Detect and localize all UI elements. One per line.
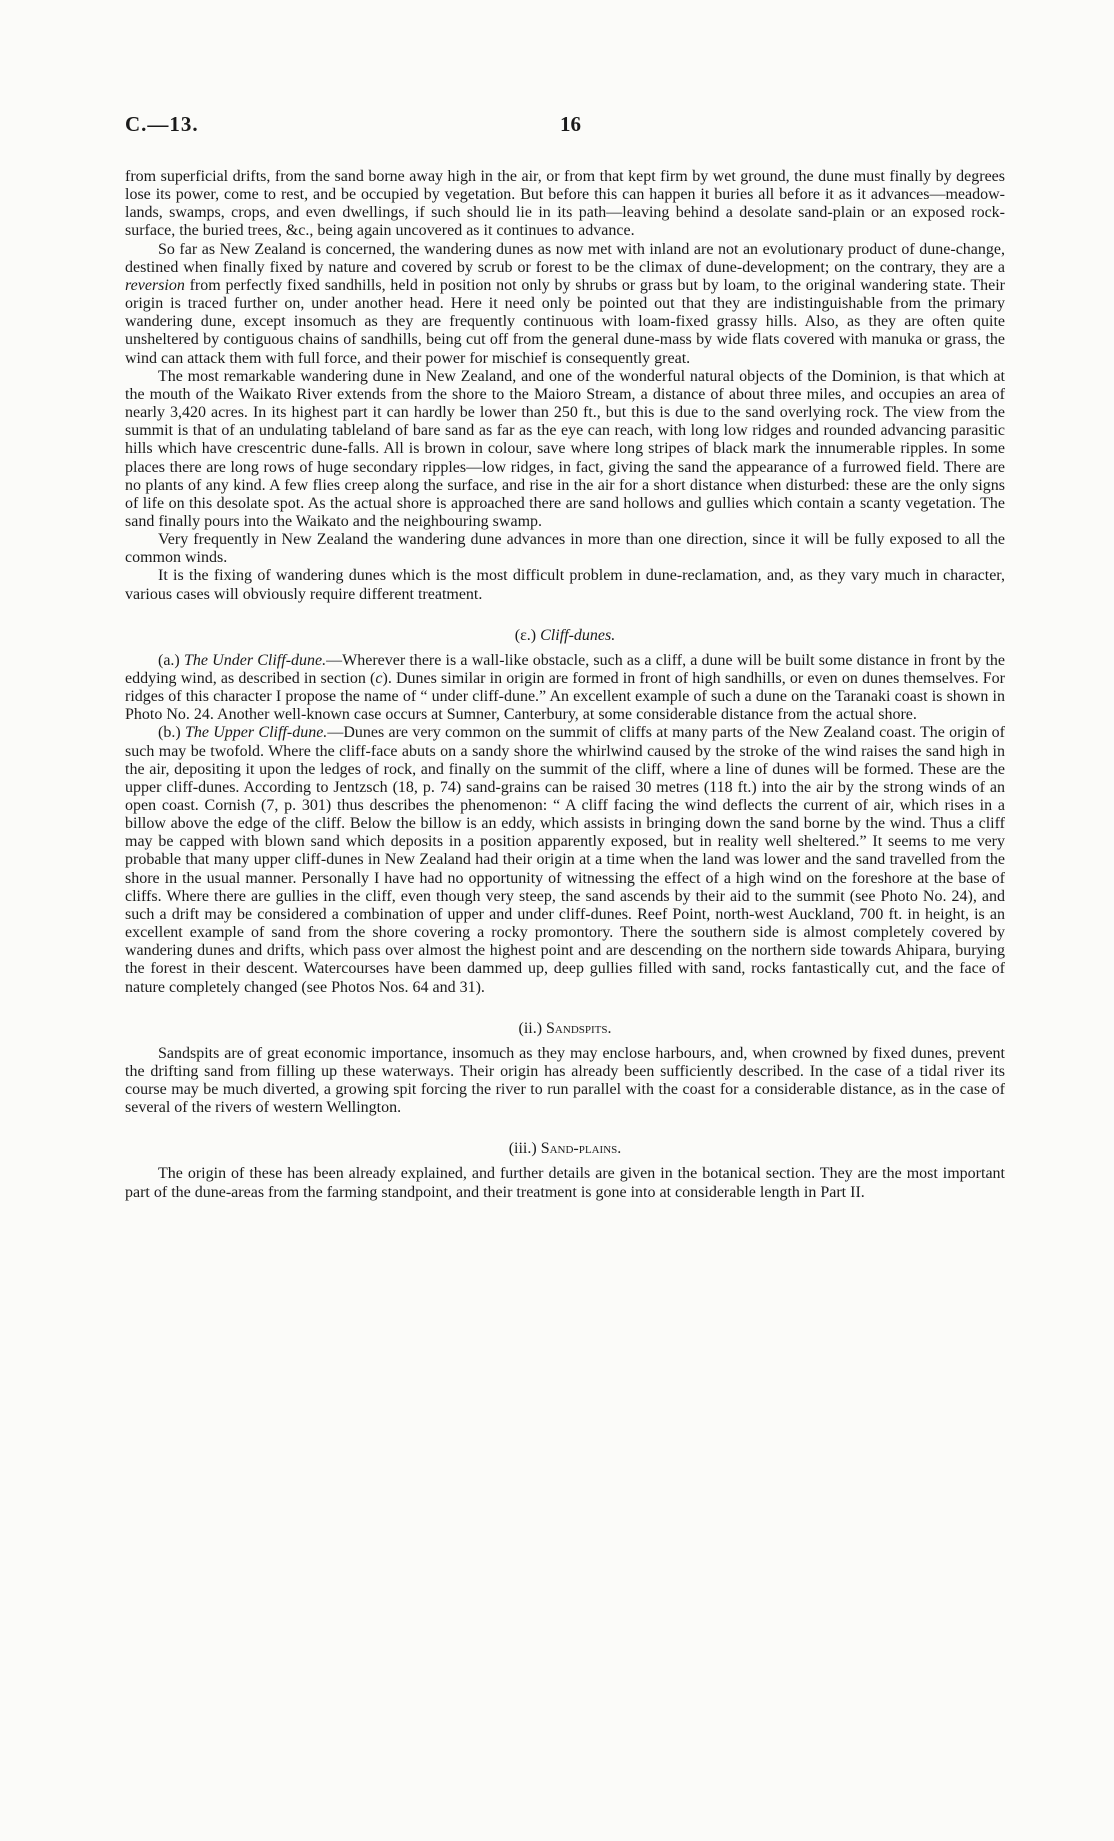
page-number: 16: [560, 112, 581, 136]
page-header: [125, 112, 1005, 142]
under-cliff-dune-paragraph: [125, 652, 1005, 725]
under-text-after: ). Dunes similar in origin are formed in front of high sandhills, or even on dunes themselves. For ridges of this character I propose the name of “ under cliff-dune.” An excellent example of such a dune on the Taranaki coast is shown in Photo No. 24. Another well-known case occurs at Sumner, Canterbury, at some considerable distance from the actual shore.: [125, 669, 1006, 724]
document-reference: C.—13.: [125, 112, 199, 136]
cliff-heading-title: Cliff-dunes.: [540, 626, 616, 644]
sandplains-heading-number: (iii.): [508, 1140, 537, 1158]
waikato-paragraph: The most remarkable wandering dune in New Zealand, and one of the wonderful natural objects of the Dominion, is that which at the mouth of the Waikato River extends from the shore to the Maioro Stream, a distance of about three miles, and occupies an area of nearly 3,420 acres. In its highest part it can hardly be lower than 250 ft., but this is due to the sand overlying rock. The view from the summit is that of an undulating tableland of bare sand as far as the eye can reach, with long low ridges and rounded advancing parasitic hills which have crescentric dune-falls. All is brown in colour, save where long stripes of black mark the innumerable ripples. In some places there are long rows of huge secondary ripples—low ridges, in fact, giving the sand the appearance of a furrowed field. There are no plants of any kind. A few flies creep along the surface, and rise in the air for a short distance when disturbed: these are the only signs of life on this desolate spot. As the actual shore is approached there are sand hollows and gullies which contain a scanty vegetation. The sand finally pours into the Waikato and the neighbouring swamp.: [125, 367, 1005, 530]
sandspits-heading-title: Sandspits.: [546, 1019, 612, 1037]
upper-text: —Dunes are very common on the summit of cliffs at many parts of the New Zealand coast. The origin of such may be twofold. Where the cliff-face abuts on a sandy shore the whirlwind caused by the stroke of the wind raises the sand high in the air, depositing it upon the ledges of rock, and finally on the summit of the cliff, where a line of dunes will be formed. These are the upper cliff-dunes. According to Jentzsch (18, p. 74) sand-grains can be raised 30 metres (118 ft.) into the air by the strong winds of an open coast. Cornish (7, p. 301) thus describes the phenomenon: “ A cliff facing the wind deflects the current of air, which rises in a billow above the edge of the cliff. Below the billow is an eddy, which assists in bringing down the sand borne by the wind. Thus a cliff may be capped with blown sand which deposits in a position apparently exposed, but in reality well sheltered.” It seems to me very probable that many upper cliff-dunes in New Zealand had their origin at a time when the land was lower and the sand travelled from the shore in the usual manner. Personally I have had no opportunity of witnessing the effect of a high wind on the foreshore at the base of cliffs. Where there are gullies in the cliff, even though very steep, the sand ascends by their aid to the summit (see Photo No. 24), and such a drift may be considered a combination of upper and under cliff-dunes. Reef Point, north-west Auckland, 700 ft. in height, is an excellent example of sand from the shore covering a rocky promontory. There the southern side is almost completely covered by wandering dunes and drifts, which pass over almost the highest point and are descending on the northern side towards Ahipara, burying the forest in their descent. Watercourses have been dammed up, deep gullies filled with sand, rocks fantastically cut, and the face of nature completely changed (see Photos Nos. 64 and 31).: [125, 724, 1006, 996]
reversion-paragraph: [125, 241, 1005, 368]
upper-cliff-dune-paragraph: [125, 724, 1005, 996]
reversion-italic: reversion: [125, 276, 185, 294]
reversion-text-after: from perfectly fixed sandhills, held in position not only by shrubs or grass but by loam, to the original wandering state. Their origin is traced further on, under another head. Here it need only be pointed out that they are indistinguishable from the primary wandering dune, except insomuch as they are frequently continuous with loam-fixed grassy hills. Also, as they are often quite unsheltered by contiguous chains of sandhills, being cut off from the general dune-mass by wide flats covered with manuka or grass, the wind can attack them with full force, and their power for mischief is consequently great.: [125, 276, 1005, 367]
sand-plains-heading: [125, 1139, 1005, 1158]
sand-plains-paragraph: The origin of these has been already explained, and further details are given in the botanical section. They are the most important part of the dune-areas from the farming standpoint, and their treatment is gone into at considerable length in Part II.: [125, 1165, 1005, 1201]
under-label: (a.): [158, 651, 180, 669]
sandplains-heading-title: Sand-plains.: [540, 1140, 622, 1158]
upper-label: (b.): [158, 724, 181, 742]
under-title: The Under Cliff-dune.: [183, 651, 327, 669]
cliff-dunes-heading: [125, 626, 1005, 645]
sandspits-heading-number: (ii.): [518, 1019, 543, 1037]
under-text: —Wherever there is a wall-like obstacle, such as a cliff, a dune will be built some distance in front by the eddying wind, as described in section (: [125, 651, 1006, 687]
direction-paragraph: Very frequently in New Zealand the wandering dune advances in more than one direction, since it will be fully exposed to all the common winds.: [125, 531, 1005, 567]
sandspits-heading: [125, 1019, 1005, 1038]
fixing-paragraph: It is the fixing of wandering dunes which is the most difficult problem in dune-reclamation, and, as they vary much in character, various cases will obviously require different treatment.: [125, 567, 1005, 603]
cliff-heading-number: (ε.): [514, 626, 537, 644]
intro-paragraph: from superficial drifts, from the sand borne away high in the air, or from that kept firm by wet ground, the dune must finally by degrees lose its power, come to rest, and be occupied by vegetation. But before this can happen it buries all before it as it advances—meadow-lands, swamps, crops, and even dwellings, if such should lie in its path—leaving behind a desolate sand-plain or an exposed rock-surface, the buried trees, &c., being again uncovered as it continues to advance.: [125, 168, 1005, 240]
sandspits-paragraph: Sandspits are of great economic importance, insomuch as they may enclose harbours, and, when crowned by fixed dunes, prevent the drifting sand from filling up these waterways. Their origin has already been sufficiently described. In the case of a tidal river its course may be much diverted, a growing spit forcing the river to run parallel with the coast for a considerable distance, as in the case of several of the rivers of western Wellington.: [125, 1044, 1005, 1117]
under-section-ref: c: [375, 669, 383, 687]
reversion-text-before: So far as New Zealand is concerned, the wandering dunes as now met with inland are not an evolutionary product of dune-change, destined when finally fixed by nature and covered by scrub or forest to be the climax of dune-development; on the contrary, they are a: [125, 240, 1005, 276]
page-body: [125, 168, 1005, 1202]
upper-title: The Upper Cliff-dune.: [184, 724, 328, 742]
